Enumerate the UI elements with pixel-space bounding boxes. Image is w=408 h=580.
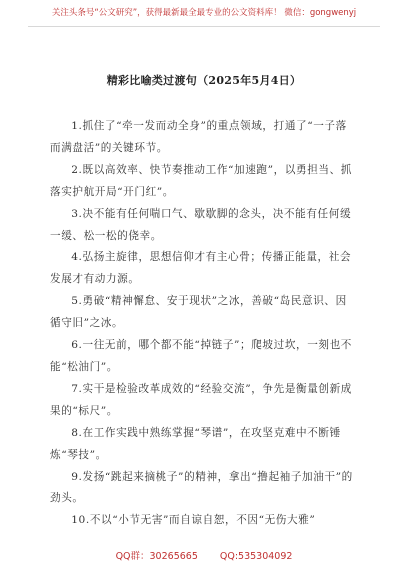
paragraph-4: 4.弘扬主旋律，思想信仰才有主心骨；传播正能量，社会发展才有动力源。 bbox=[50, 251, 352, 286]
header-promo-text: 关注头条号“公文研究”，获得最新最全最专业的公文资料库！ 微信：gongwenyj bbox=[51, 8, 357, 18]
paragraph-8: 8.在工作实践中熟练掌握“琴谱”，在攻坚克难中不断锤炼“琴技”。 bbox=[50, 426, 341, 461]
document-body bbox=[50, 116, 356, 532]
paragraph-6: 6.一往无前，哪个都不能“掉链子”；爬坡过坎，一刻也不能“松油门”。 bbox=[50, 339, 352, 373]
paragraph-3: 3.决不能有任何喘口气、歇歇脚的念头，决不能有任何缓一缓、松一松的侥幸。 bbox=[50, 207, 352, 242]
paragraph-1: 1.抓住了“牵一发而动全身”的重点领域，打通了“一子落而满盘活”的关键环节。 bbox=[50, 120, 347, 154]
paragraph-9: 9.发扬“跳起来摘桃子”的精神，拿出“撸起袖子加油干”的劲头。 bbox=[50, 470, 353, 505]
paragraph-5: 5.勇破“精神懈怠、安于现状”之冰，善破“岛民意识、因循守旧”之冰。 bbox=[50, 295, 347, 330]
paragraph-7: 7.实干是检验改革成效的“经验交流”，争先是衡量创新成果的“标尺”。 bbox=[50, 382, 352, 417]
footer-contact bbox=[0, 548, 408, 562]
document-title: 精彩比喻类过渡句（2025年5月4日） bbox=[106, 74, 302, 87]
paragraph-10: 10.不以“小节无害”而自谅自恕，不因“无伤大雅” bbox=[71, 514, 316, 527]
header-divider bbox=[28, 26, 380, 27]
footer-qq-number: QQ:535304092 bbox=[219, 551, 293, 562]
paragraph-2: 2.既以高效率、快节奏推动工作“加速跑”，以勇担当、抓落实护航开局“开门红”。 bbox=[50, 163, 352, 198]
footer-qq-group: QQ群：30265665 bbox=[115, 551, 198, 562]
